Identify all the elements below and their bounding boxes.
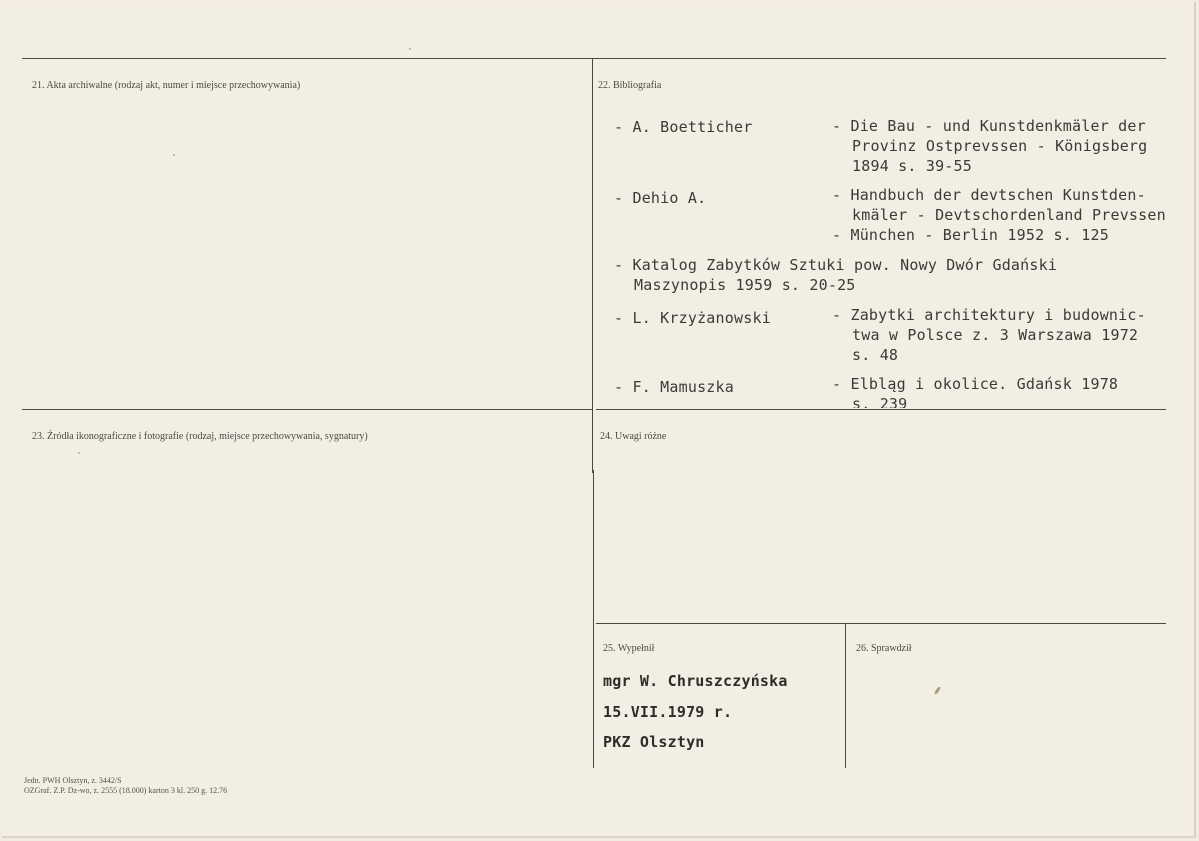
- section-24-label: 24. Uwagi różne: [600, 431, 667, 442]
- section-26-label: 26. Sprawdził: [856, 643, 912, 654]
- bib-1-author: - A. Boetticher: [614, 118, 753, 136]
- bib-2-author: - Dehio A.: [614, 189, 707, 207]
- bib-4-author: - L. Krzyżanowski: [614, 309, 771, 327]
- center-divider-bottom: [593, 470, 594, 768]
- filled-by-date: 15.VII.1979 r.: [603, 703, 733, 721]
- middle-rule-right: [596, 409, 1166, 410]
- top-rule: [22, 58, 1166, 59]
- bib-4-line-2: twa w Polsce z. 3 Warszawa 1972: [852, 326, 1139, 344]
- bib-5-line-1: - Elbląg i okolice. Gdańsk 1978: [832, 375, 1119, 393]
- footer-line-2: OZGraf. Z.P. Dz-wo, z. 2555 (18.000) karton 3 kl. 250 g. 12.76: [24, 786, 228, 795]
- bib-2-line-1: - Handbuch der devtschen Kunstden-: [832, 186, 1146, 204]
- bib-5-line-2: s. 239: [852, 395, 908, 408]
- speck: [173, 154, 175, 156]
- bib-3-line-1: - Katalog Zabytków Sztuki pow. Nowy Dwór Gdański: [614, 256, 1058, 274]
- bib-3-line-2: Maszynopis 1959 s. 20-25: [634, 276, 856, 294]
- footer-line-1: Jedn. PWH Olsztyn, z. 3442/S: [24, 776, 122, 785]
- speck: [409, 48, 411, 50]
- section-22-label: 22. Bibliografia: [598, 80, 662, 91]
- signature-divider: [845, 623, 846, 768]
- bib-2-line-3: - München - Berlin 1952 s. 125: [832, 226, 1109, 244]
- bib-1-line-3: 1894 s. 39-55: [852, 157, 972, 175]
- bib-5-author: - F. Mamuszka: [614, 378, 734, 396]
- bib-4-line-1: - Zabytki architektury i budownic-: [832, 306, 1146, 324]
- bib-4-line-3: s. 48: [852, 346, 899, 364]
- bib-1-line-2: Provinz Ostprevssen - Königsberg: [852, 137, 1148, 155]
- bib-2-line-2: kmäler - Devtschordenland Prevssen: [852, 206, 1166, 224]
- filled-by-name: mgr W. Chruszczyńska: [603, 672, 788, 690]
- filled-by-office: PKZ Olsztyn: [603, 733, 705, 751]
- center-divider-top: [592, 58, 593, 473]
- speck: [78, 452, 80, 454]
- section-25-label: 25. Wypełnił: [603, 643, 655, 654]
- signature-rule: [596, 623, 1166, 624]
- section-23-label: 23. Źródła ikonograficzne i fotografie (rodzaj, miejsce przechowywania, sygnatury): [32, 431, 368, 442]
- middle-rule-left: [22, 409, 592, 410]
- bib-1-line-1: - Die Bau - und Kunstdenkmäler der: [832, 117, 1146, 135]
- section-21-label: 21. Akta archiwalne (rodzaj akt, numer i miejsce przechowywania): [32, 80, 301, 91]
